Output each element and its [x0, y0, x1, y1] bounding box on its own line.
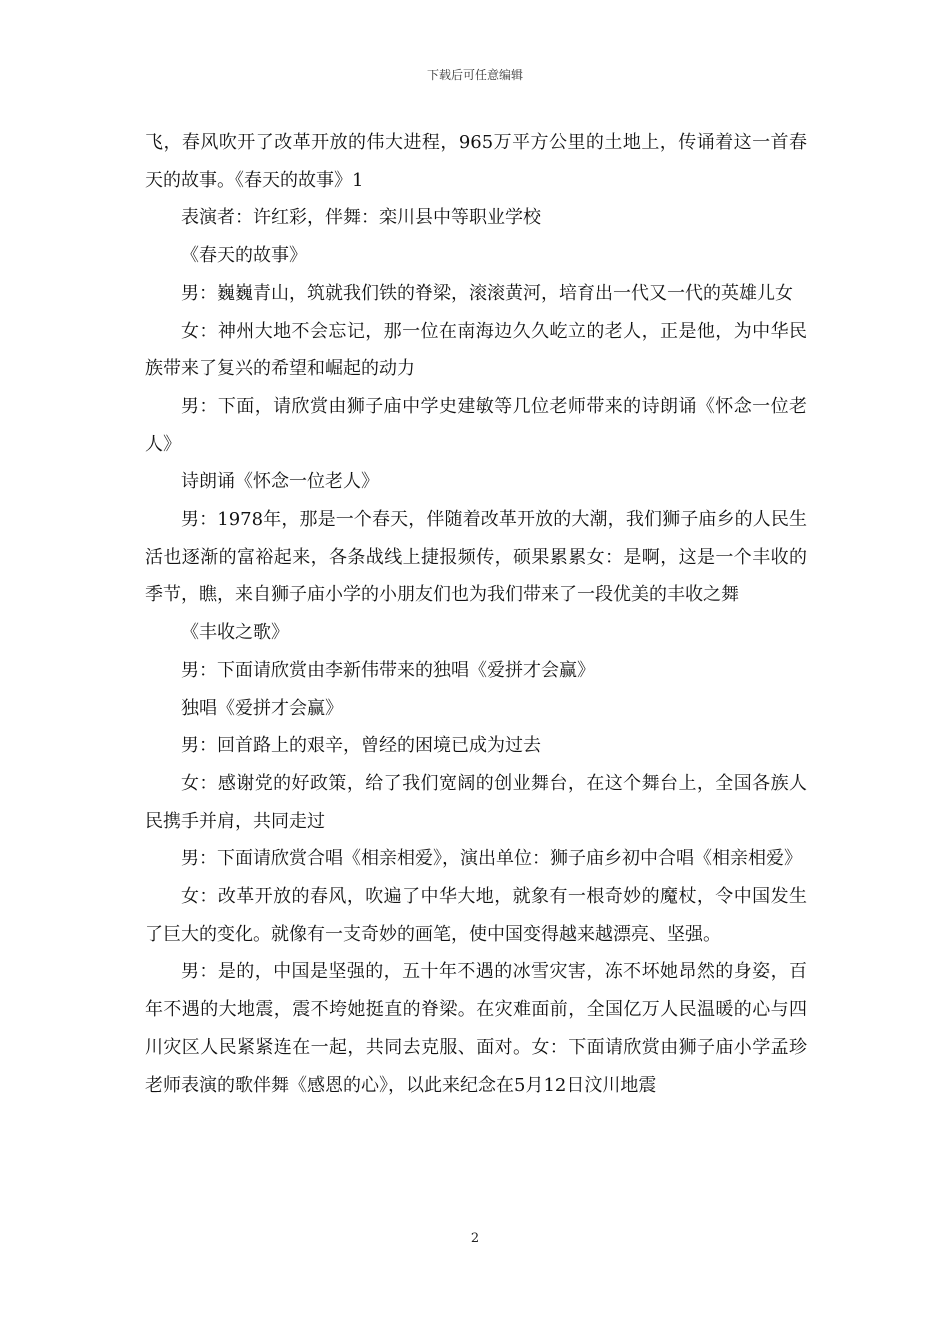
paragraph-3: 《春天的故事》 [181, 245, 307, 267]
paragraph-2: 表演者：许红彩，伴舞：栾川县中等职业学校 [181, 207, 541, 229]
paragraph-8: 男：1978年，那是一个春天，伴随着改革开放的大潮，我们狮子庙乡的人民生活也逐渐的富裕起来，各条战线上捷报频传，硕果累累女：是啊，这是一个丰收的季节，瞧，来自狮子庙小学的小朋友们也为我们带来了一段优美的丰收之舞 [145, 509, 807, 606]
paragraph-4: 男：巍巍青山，筑就我们铁的脊梁，滚滚黄河，培育出一代又一代的英雄儿女 [181, 282, 793, 304]
paragraph-1: 飞，春风吹开了改革开放的伟大进程，965万平方公里的土地上，传诵着这一首春天的故事。《春天的故事》1 [145, 132, 807, 191]
paragraph-15: 女：改革开放的春风，吹遍了中华大地，就象有一根奇妙的魔杖，令中国发生了巨大的变化。就像有一支奇妙的画笔，使中国变得越来越漂亮、坚强。 [145, 886, 807, 945]
paragraph-11: 独唱《爱拼才会赢》 [181, 697, 343, 719]
paragraph-6: 男：下面，请欣赏由狮子庙中学史建敏等几位老师带来的诗朗诵《怀念一位老人》 [145, 395, 807, 455]
paragraph-9: 《丰收之歌》 [181, 622, 289, 644]
page-number: 2 [470, 1231, 480, 1246]
paragraph-14: 男：下面请欣赏合唱《相亲相爱》，演出单位：狮子庙乡初中合唱《相亲相爱》 [181, 848, 802, 870]
paragraph-10: 男：下面请欣赏由李新伟带来的独唱《爱拼才会赢》 [181, 659, 595, 681]
paragraph-7: 诗朗诵《怀念一位老人》 [181, 471, 379, 493]
paragraph-13: 女：感谢党的好政策，给了我们宽阔的创业舞台，在这个舞台上，全国各族人民携手并肩，共同走过 [145, 772, 807, 832]
page-header: 下载后可任意编辑 [426, 68, 523, 82]
paragraph-5: 女：神州大地不会忘记，那一位在南海边久久屹立的老人，正是他，为中华民族带来了复兴的希望和崛起的动力 [145, 320, 807, 380]
paragraph-12: 男：回首路上的艰辛，曾经的困境已成为过去 [181, 735, 541, 757]
paragraph-16: 男：是的，中国是坚强的，五十年不遇的冰雪灾害，冻不坏她昂然的身姿，百年不遇的大地震，震不垮她挺直的脊梁。在灾难面前，全国亿万人民温暖的心与四川灾区人民紧紧连在一起，共同去克服、面对。女：下面请欣赏由狮子庙小学孟珍老师表演的歌伴舞《感恩的心》，以此来纪念在5月12日汶川地震 [145, 961, 807, 1096]
document-body [145, 124, 807, 1104]
